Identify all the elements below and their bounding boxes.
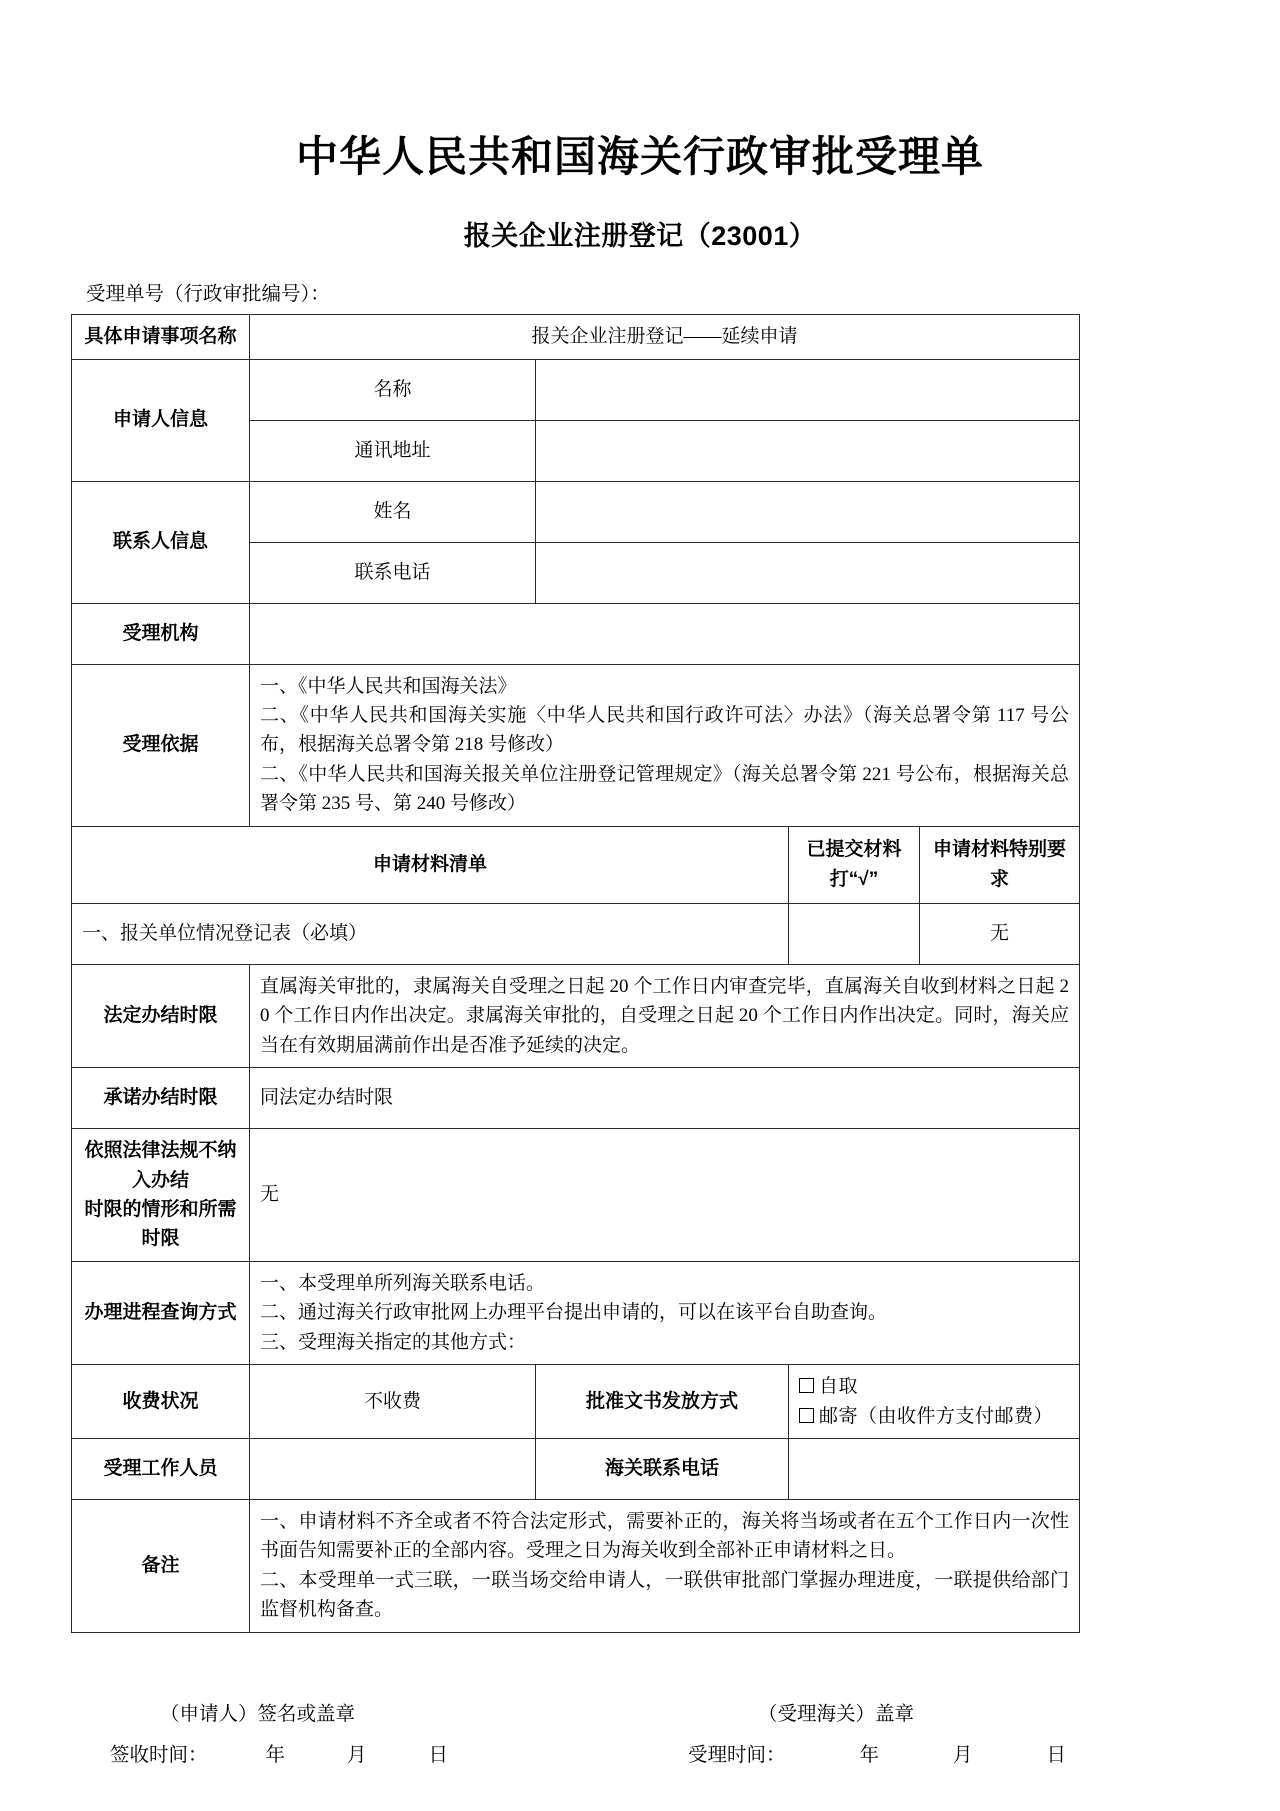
legal-basis-content [250, 664, 1080, 826]
applicant-name-label: 名称 [250, 359, 536, 420]
contact-name-label: 姓名 [250, 481, 536, 542]
legal-basis-item-3: 二、《中华人民共和国海关报关单位注册登记管理规定》（海关总署令第 221 号公布，根据海关总署令第 235 号、第 240 号修改） [260, 763, 1070, 815]
submitted-materials-header-line2: 打“√” [829, 868, 879, 890]
table-row-legal-basis [72, 664, 1080, 826]
delivery-option-self-pickup[interactable] [799, 1376, 858, 1397]
matter-name-label: 具体申请事项名称 [72, 315, 250, 359]
accept-time-group [688, 1736, 1188, 1777]
signature-row-dates [88, 1736, 1206, 1777]
accepting-authority-label: 受理机构 [72, 603, 250, 664]
accept-time-year[interactable]: 年 [859, 1744, 880, 1766]
table-row-material-item [72, 903, 1080, 964]
receipt-number-label: 受理单号（行政审批编号）： [86, 283, 330, 305]
fee-status-label: 收费状况 [72, 1365, 250, 1439]
applicant-signature-label: （申请人）签名或盖章 [160, 1703, 356, 1725]
customs-phone-field[interactable] [789, 1439, 1080, 1500]
table-row-promised-deadline [72, 1068, 1080, 1129]
progress-inquiry-content [250, 1261, 1080, 1364]
customs-phone-label: 海关联系电话 [536, 1439, 789, 1500]
promised-deadline-value: 同法定办结时限 [250, 1068, 1080, 1129]
legal-basis-item-2: 二、《中华人民共和国海关实施〈中华人民共和国行政许可法〉办法》（海关总署令第 117 号公布，根据海关总署令第 218 号修改） [260, 705, 1070, 756]
statutory-deadline-value: 直属海关审批的，隶属海关自受理之日起 20 个工作日内审查完毕，直属海关自收到材料之日起 20 个工作日内作出决定。隶属海关审批的，自受理之日起 20 个工作日内作出决定。同时，海关应当在有效期届满前作出是否准予延续的决定。 [250, 964, 1080, 1067]
table-row-remarks [72, 1500, 1080, 1633]
progress-inquiry-item-3: 三、受理海关指定的其他方式： [260, 1331, 527, 1353]
contact-name-field[interactable] [536, 481, 1080, 542]
table-row-progress-inquiry [72, 1261, 1080, 1364]
staff-field[interactable] [250, 1439, 536, 1500]
approval-form-table [71, 314, 1080, 1633]
legal-basis-label: 受理依据 [72, 664, 250, 826]
contact-phone-label: 联系电话 [250, 542, 536, 603]
matter-name-value: 报关企业注册登记——延续申请 [250, 315, 1080, 359]
page-subtitle: 报关企业注册登记（23001） [463, 221, 817, 252]
delivery-option-mail-label: 邮寄（由收件方支付邮费） [819, 1405, 1054, 1427]
table-row-fee-and-delivery [72, 1365, 1080, 1439]
special-requirements-header: 申请材料特别要求 [920, 826, 1080, 903]
receive-time-year[interactable]: 年 [265, 1744, 286, 1766]
statutory-deadline-label: 法定办结时限 [72, 964, 250, 1067]
accept-time-label: 受理时间： [688, 1744, 786, 1766]
accept-time-day[interactable]: 日 [1046, 1744, 1067, 1766]
table-row-materials-header [72, 826, 1080, 903]
receive-time-group [88, 1736, 688, 1777]
receive-time-label: 签收时间： [110, 1744, 208, 1766]
progress-inquiry-item-1: 一、本受理单所列海关联系电话。 [260, 1272, 546, 1294]
applicant-address-label: 通讯地址 [250, 420, 536, 481]
excluded-time-label-line2: 时限的情形和所需时限 [84, 1198, 237, 1250]
submitted-materials-header-line1: 已提交材料 [806, 839, 902, 861]
table-row-matter-name [72, 315, 1080, 359]
remarks-content [250, 1500, 1080, 1633]
remarks-label: 备注 [72, 1500, 250, 1633]
applicant-name-field[interactable] [536, 359, 1080, 420]
signature-row-titles [88, 1695, 1206, 1736]
contact-info-label: 联系人信息 [72, 481, 250, 603]
excluded-time-label [72, 1129, 250, 1262]
table-row-accepting-authority [72, 603, 1080, 664]
receive-time-day[interactable]: 日 [428, 1744, 449, 1766]
delivery-method-options [789, 1365, 1080, 1439]
legal-basis-item-1: 一、《中华人民共和国海关法》 [260, 675, 517, 697]
customs-seal-label: （受理海关）盖章 [758, 1703, 915, 1725]
staff-label: 受理工作人员 [72, 1439, 250, 1500]
applicant-info-label: 申请人信息 [72, 359, 250, 481]
material-item-submitted-checkbox[interactable] [789, 903, 920, 964]
delivery-option-self-pickup-label: 自取 [819, 1376, 859, 1398]
checkbox-icon[interactable] [799, 1408, 814, 1423]
progress-inquiry-label: 办理进程查询方式 [72, 1261, 250, 1364]
delivery-method-label: 批准文书发放方式 [536, 1365, 789, 1439]
table-row-contact-name [72, 481, 1080, 542]
page-title: 中华人民共和国海关行政审批受理单 [295, 133, 984, 180]
applicant-address-field[interactable] [536, 420, 1080, 481]
accept-time-month[interactable]: 月 [953, 1744, 973, 1766]
table-row-staff-and-phone [72, 1439, 1080, 1500]
fee-status-value: 不收费 [250, 1365, 536, 1439]
material-item-name: 一、报关单位情况登记表（必填） [72, 903, 789, 964]
table-row-applicant-name [72, 359, 1080, 420]
receive-time-month[interactable]: 月 [347, 1744, 367, 1766]
submitted-materials-header [789, 826, 920, 903]
delivery-option-mail[interactable] [799, 1406, 1053, 1427]
remarks-item-2: 二、本受理单一式三联，一联当场交给申请人，一联供审批部门掌握办理进度，一联提供给部门监督机构备查。 [260, 1569, 1070, 1621]
table-row-excluded-time [72, 1129, 1080, 1262]
excluded-time-value: 无 [250, 1129, 1080, 1262]
promised-deadline-label: 承诺办结时限 [72, 1068, 250, 1129]
excluded-time-label-line1: 依照法律法规不纳入办结 [84, 1140, 237, 1191]
material-item-special-requirement: 无 [920, 903, 1080, 964]
materials-list-header: 申请材料清单 [72, 826, 789, 903]
progress-inquiry-item-2: 二、通过海关行政审批网上办理平台提出申请的，可以在该平台自助查询。 [260, 1302, 888, 1324]
signature-block [0, 1695, 1280, 1777]
contact-phone-field[interactable] [536, 542, 1080, 603]
checkbox-icon[interactable] [799, 1378, 814, 1393]
table-row-statutory-deadline [72, 964, 1080, 1067]
remarks-item-1: 一、申请材料不齐全或者不符合法定形式，需要补正的，海关将当场或者在五个工作日内一次性书面告知需要补正的全部内容。受理之日为海关收到全部补正申请材料之日。 [260, 1511, 1070, 1562]
accepting-authority-field[interactable] [250, 603, 1080, 664]
